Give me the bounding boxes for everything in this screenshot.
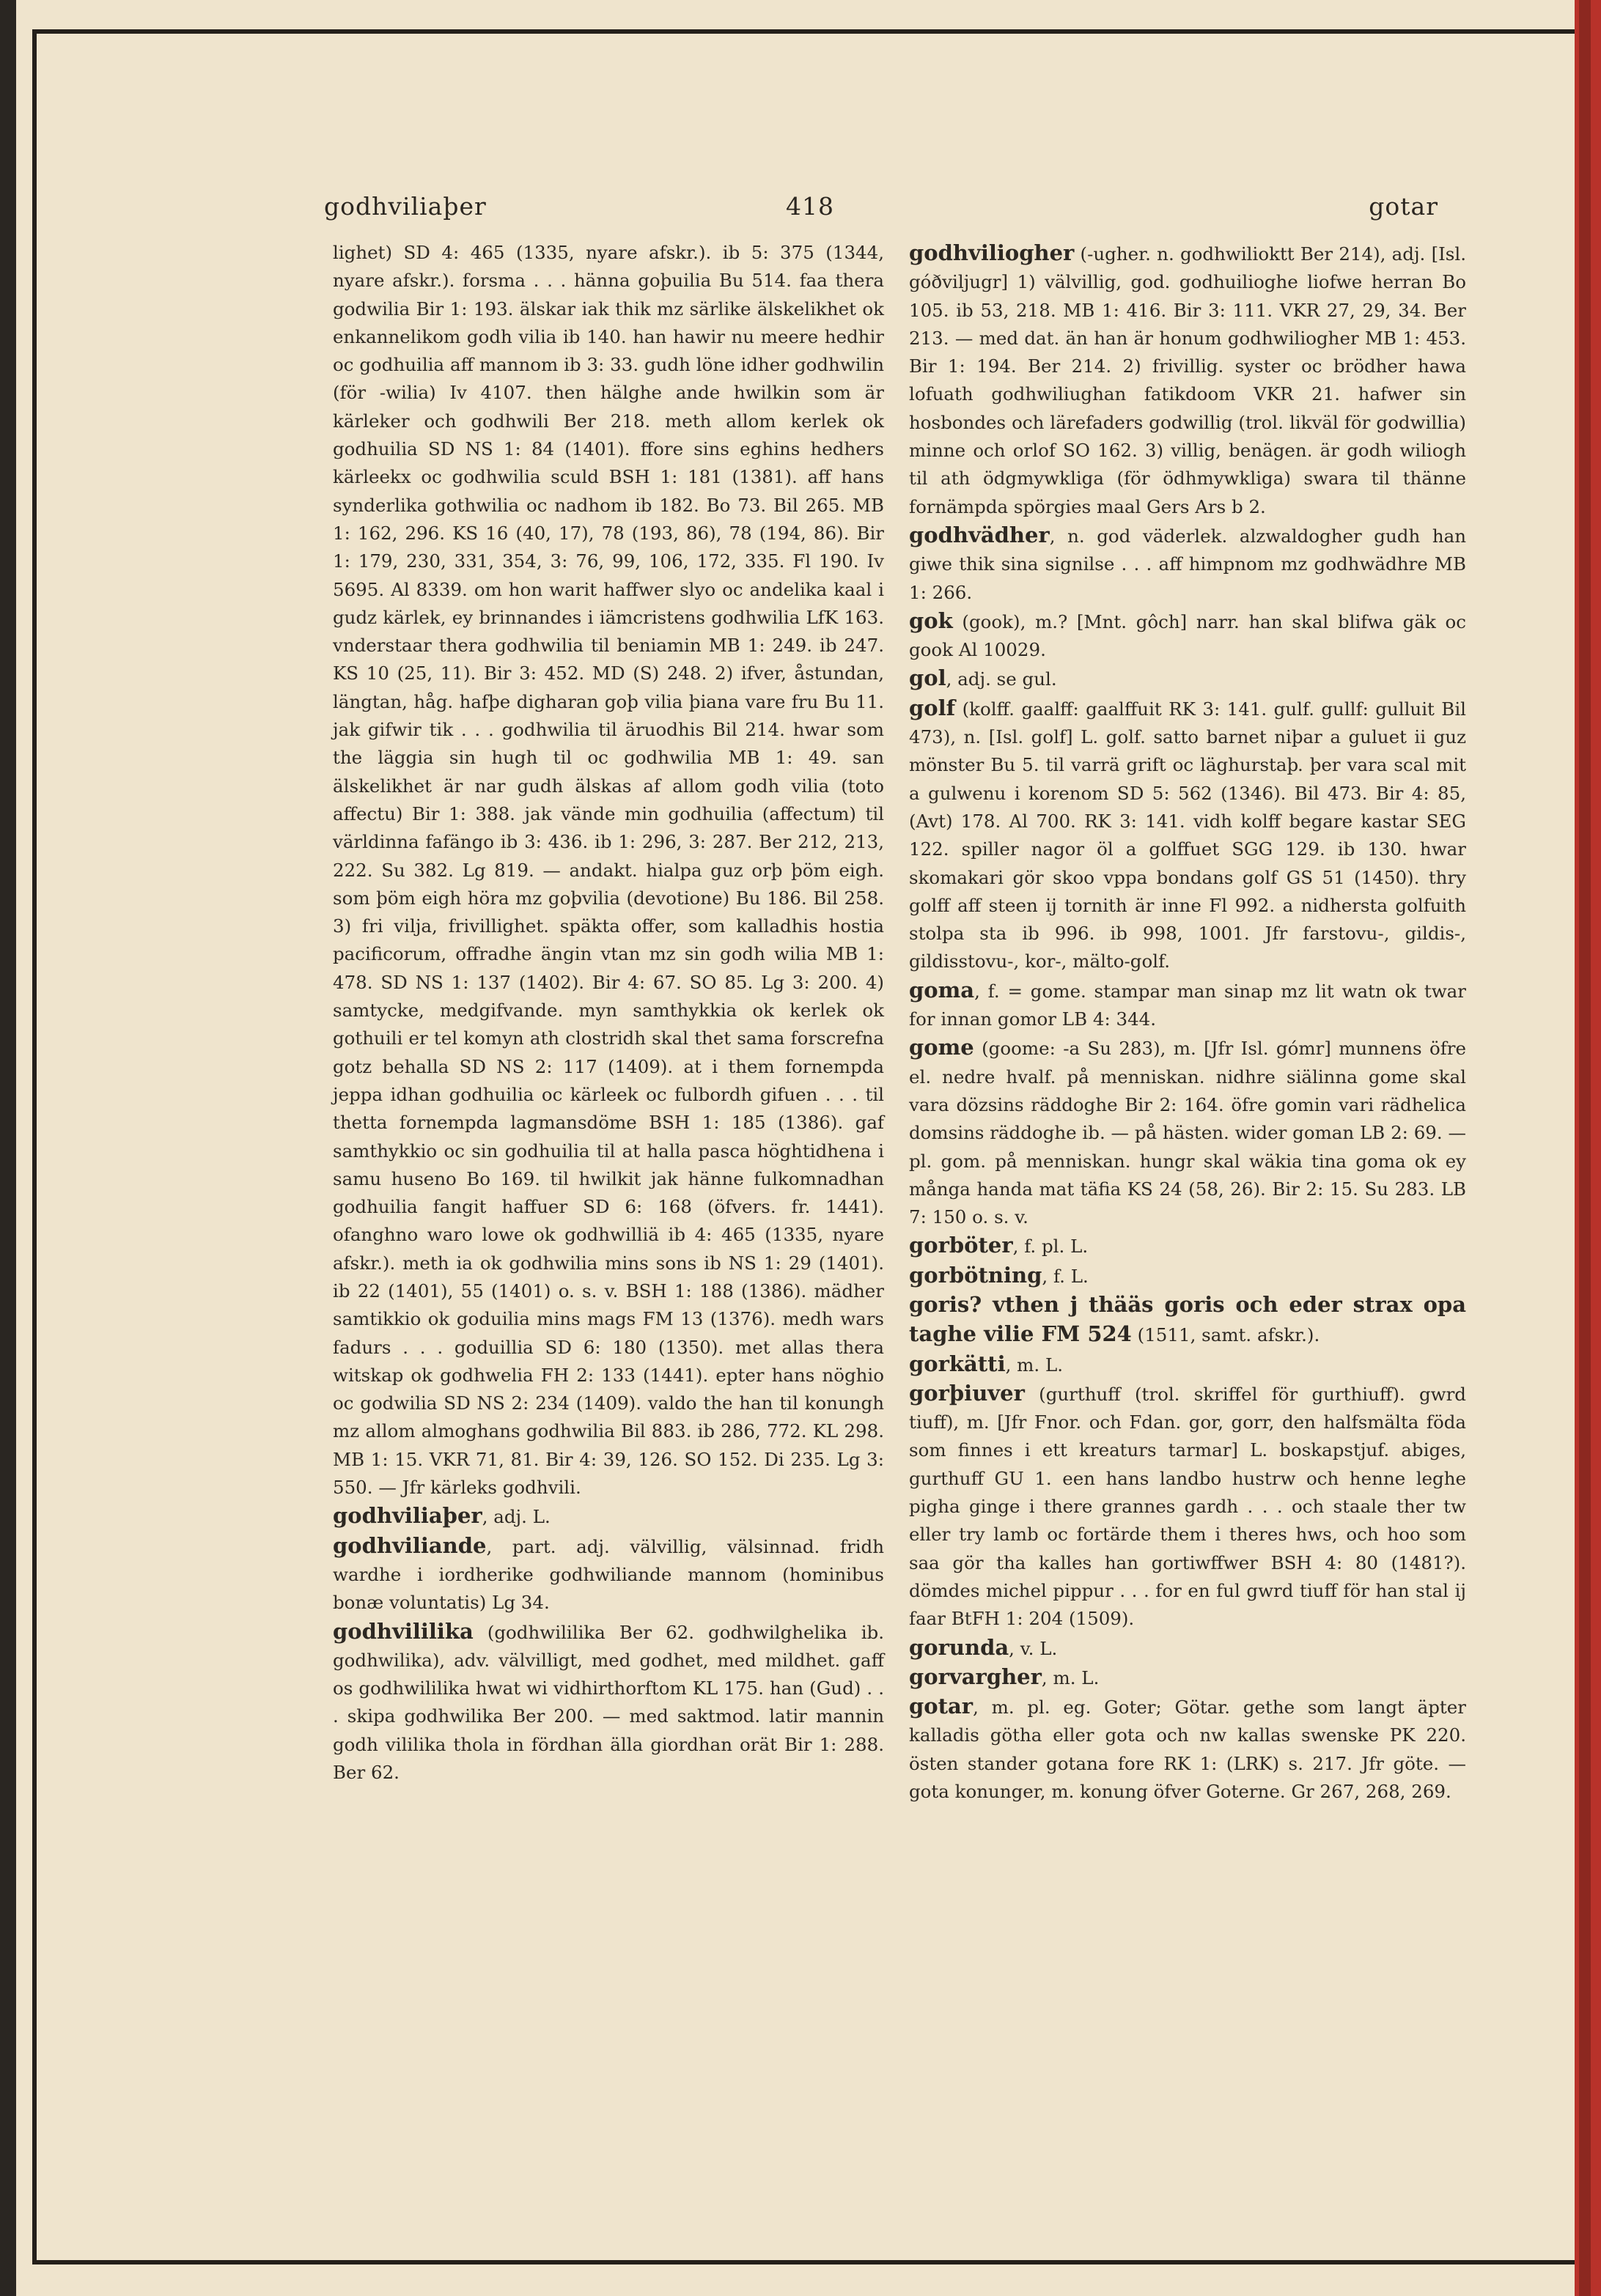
headword: gorkätti: [909, 1351, 1006, 1376]
entry-text: golf (kolff. gaalff: gaalffuit RK 3: 141. gulf. gullf: gulluit Bil 473), n. [Isl. golf] L. golf. satto barnet niþar a guluet ii guz mönster Bu 5. til varrä grift oc läghurstaþ. þer vara scal mit a gulwenu i korenom SD 5: 562 (1346). Bil 473. Bir 4: 85, (Avt) 178. Al 700. RK 3: 141. vidh kolff begare kastar SEG 122. spiller nagor öl a golffuet SGG 129. ib 130. hwar skomakari gör skoo vppa bondans golf GS 51 (1450). thry golff aff steen ij tornith är inne Fl 992. a nidhersta golfuith stolpa sta ib 996. ib 998, 1001. Jfr farstovu-, gildis-, gildisstovu-, kor-, mälto-golf.: [909, 695, 1466, 972]
left-column: [333, 239, 884, 1787]
entry-text: goris? vthen j thääs goris och eder strax opa taghe vilie FM 524 (1511, samt. afskr.).: [909, 1291, 1466, 1347]
headword: gorvargher: [909, 1664, 1042, 1689]
headword: goma: [909, 977, 975, 1003]
headword: goris? vthen j thääs goris och eder strax opa taghe vilie FM 524: [909, 1291, 1466, 1347]
page-number: 418: [786, 192, 834, 221]
entry-text: gotar, m. pl. eg. Goter; Götar. gethe som langt äpter kalladis götha eller gota och nw kallas swenske PK 220. östen stander gotana fore RK 1: (LRK) s. 217. Jfr göte. — gota konunger, m. konung öfver Goterne. Gr 267, 268, 269.: [909, 1694, 1466, 1803]
red-binding-edge: [1575, 0, 1601, 2296]
entry-text: gome (goome: -a Su 283), m. [Jfr Isl. gómr] munnens öfre el. nedre hvalf. på menniskan. nidhre siälinna gome skal vara dözsins räddoghe Bir 2: 164. öfre gomin vari rädhelica domsins räddoghe ib. — på hästen. wider goman LB 2: 69. — pl. gom. på menniskan. hungr skal wäkia tina goma ok ey många handa mat täfia KS 24 (58, 26). Bir 2: 15. Su 283. LB 7: 150 o. s. v.: [909, 1035, 1466, 1228]
entry-text: godhviliaþer, adj. L.: [333, 1503, 551, 1529]
headword: gorþiuver: [909, 1380, 1025, 1406]
headword: gome: [909, 1035, 974, 1060]
entry-text: godhvädher, n. god väderlek. alzwaldogher gudh han giwe thik sina signilse . . . aff himpnom mz godhwädhre MB 1: 266.: [909, 522, 1466, 603]
headword: godhviliogher: [909, 240, 1075, 265]
entry-text: gorkätti, m. L.: [909, 1351, 1064, 1376]
entry-text: gorbötning, f. L.: [909, 1262, 1089, 1288]
headword: godhviliande: [333, 1532, 487, 1558]
headword: godhviliaþer: [333, 1503, 482, 1529]
running-header: [324, 192, 1438, 221]
entry-text: godhviliogher (-ugher. n. godhwilioktt Ber 214), adj. [Isl. góðviljugr] 1) välvillig, god. godhuilioghe liofwe herran Bo 105. ib 53, 218. MB 1: 416. Bir 3: 111. VKR 27, 29, 34. Ber 213. — med dat. än han är honum godhwiliogher MB 1: 453. Bir 1: 194. Ber 214. 2) frivillig. syster oc brödher hawa lofuath godhwiliughan fatikdoom VKR 21. hafwer sin hosbondes och lärefaders godwillig (trol. likväl för godwillia) minne och orlof SO 162. 3) villig, benägen. är godh wiliogh til ath ödgmywkliga (för ödhmywkliga) swara til thänne fornämpda spörgies maal Gers Ars b 2.: [909, 240, 1466, 517]
headword: godhvädher: [909, 522, 1050, 547]
headword: gol: [909, 665, 946, 691]
headword: gorunda: [909, 1634, 1009, 1660]
header-right-word: gotar: [1369, 192, 1438, 221]
entry-text: lighet) SD 4: 465 (1335, nyare afskr.). ib 5: 375 (1344, nyare afskr.). forsma . . . hänna goþuilia Bu 514. faa thera godwilia Bir 1: 193. älskar iak thik mz särlike älskelikhet ok enkannelikom godh vilia ib 140. han hawir nu meere hedhir oc godhuilia aff mannom ib 3: 33. gudh löne idher godhwilin (för -wilia) Iv 4107. then hälghe ande hwilkin som är kärleker och godhwili Ber 218. meth allom kerlek ok godhuilia SD NS 1: 84 (1401). ffore sins eghins hedhers kärleekx oc godhwilia sculd BSH 1: 181 (1381). aff hans synderlika gothwilia oc nadhom ib 182. Bo 73. Bil 265. MB 1: 162, 296. KS 16 (40, 17), 78 (193, 86), 78 (194, 86). Bir 1: 179, 230, 331, 354, 3: 76, 99, 106, 172, 335. Fl 190. Iv 5695. Al 8339. om hon warit haffwer slyo oc andelika kaal i gudz kärlek, ey brinnandes i iämcristens godhwilia LfK 163. vnderstaar thera godhwilia til beniamin MB 1: 249. ib 247. KS 10 (25, 11). Bir 3: 452. MD (S) 248. 2) ifver, åstundan, längtan, håg. hafþe digharan goþ vilia þiana vare fru Bu 11. jak gifwir tik . . . godhwilia til äruodhis Bil 214. hwar som the läggia sin hugh til oc godhwilia MB 1: 49. san älskelikhet är nar gudh älskas af allom godh vilia (toto affectu) Bir 1: 388. jak vände min godhuilia (affectum) til världinna fafängo ib 3: 436. ib 1: 296, 3: 287. Ber 212, 213, 222. Su 382. Lg 819. — andakt. hialpa guz orþ þöm eigh. som þöm eigh höra mz goþvilia (devotione) Bu 186. Bil 258. 3) fri vilja, frivillighet. späkta offer, som kalladhis hostia pacificorum, offradhe ängin vtan mz sin godh wilia MB 1: 478. SD NS 1: 137 (1402). Bir 4: 67. SO 85. Lg 3: 200. 4) samtycke, medgifvande. myn samthykkia ok kerlek ok gothuili er tel komyn ath clostridh skal thet sama forscrefna gotz behalla SD NS 2: 117 (1409). at i them fornempda jeppa idhan godhuilia oc kärleek oc fulbordh gifuen . . . til thetta fornempda lagmansdöme BSH 1: 185 (1386). gaf samthykkio oc sin godhuilia til at halla pasca höghtidhena i samu huseno Bo 169. til hwilkit jak hänne fulkomnadhan godhuilia fangit haffuer SD 6: 168 (öfvers. fr. 1441). ofanghno waro lowe ok godhwilliä ib 4: 465 (1335, nyare afskr.). meth ia ok godhwilia mins sons ib NS 1: 29 (1401). ib 22 (1401), 55 (1401) o. s. v. BSH 1: 188 (1386). mädher samtikkio ok goduilia mins mags FM 13 (1376). medh wars fadurs . . . goduillia SD 6: 180 (1350). met allas thera witskap ok godhwelia FH 2: 133 (1441). epter hans nöghio oc godwilia SD NS 2: 234 (1409). valdo the han til konungh mz allom almoghans godhwilia Bil 883. ib 286, 772. KL 298. MB 1: 15. VKR 71, 81. Bir 4: 39, 126. SO 152. Di 235. Lg 3: 550. — Jfr kärleks godhvili.: [333, 242, 884, 1499]
right-column: [909, 239, 1466, 1806]
dictionary-page: [16, 0, 1575, 2296]
headword: gorböter: [909, 1233, 1013, 1258]
entry-text: goma, f. = gome. stampar man sinap mz lit watn ok twar for innan gomor LB 4: 344.: [909, 977, 1466, 1030]
entry-text: gorþiuver (gurthuff (trol. skriffel för gurthiuff). gwrd tiuff), m. [Jfr Fnor. och Fdan. gor, gorr, den halfsmälta föda som finnes i ett kreaturs tarmar] L. boskapstjuf. abiges, gurthuff GU 1. een hans landbo hustrw och henne leghe pigha ginge i there grannes gardh . . . och staale ther tw eller try lamb oc fortärde them i theres hws, och hoo som saa gör tha kalles han gortiwffwer BSH 4: 80 (1481?). dömdes michel pippur . . . for en ful gwrd tiuff för han stal ij faar BtFH 1: 204 (1509).: [909, 1380, 1466, 1630]
headword: gotar: [909, 1694, 974, 1719]
headword: gok: [909, 608, 953, 633]
entry-text: godhviliande, part. adj. välvillig, välsinnad. fridh wardhe i iordherike godhwiliande mannom (hominibus bonæ voluntatis) Lg 34.: [333, 1532, 884, 1614]
entry-text: godhvililika (godhwililika Ber 62. godhwilghelika ib. godhwilika), adv. välvilligt, med godhet, med mildhet. gaff os godhwililika hwat wi vidhirthorftom KL 175. han (Gud) . . . skipa godhwilika Ber 200. — med saktmod. latir mannin godh vililika thola in fördhan älla giordhan orät Bir 1: 288. Ber 62.: [333, 1618, 884, 1784]
entry-text: gorböter, f. pl. L.: [909, 1233, 1089, 1258]
headword: golf: [909, 695, 956, 720]
entry-text: gorvargher, m. L.: [909, 1664, 1100, 1689]
entry-text: gorunda, v. L.: [909, 1634, 1058, 1660]
headword: gorbötning: [909, 1262, 1042, 1288]
entry-text: gol, adj. se gul.: [909, 665, 1057, 691]
entry-text: gok (gook), m.? [Mnt. gôch] narr. han skal blifwa gäk oc gook Al 10029.: [909, 608, 1466, 661]
header-left-word: godhviliaþer: [324, 192, 487, 221]
headword: godhvililika: [333, 1618, 474, 1644]
